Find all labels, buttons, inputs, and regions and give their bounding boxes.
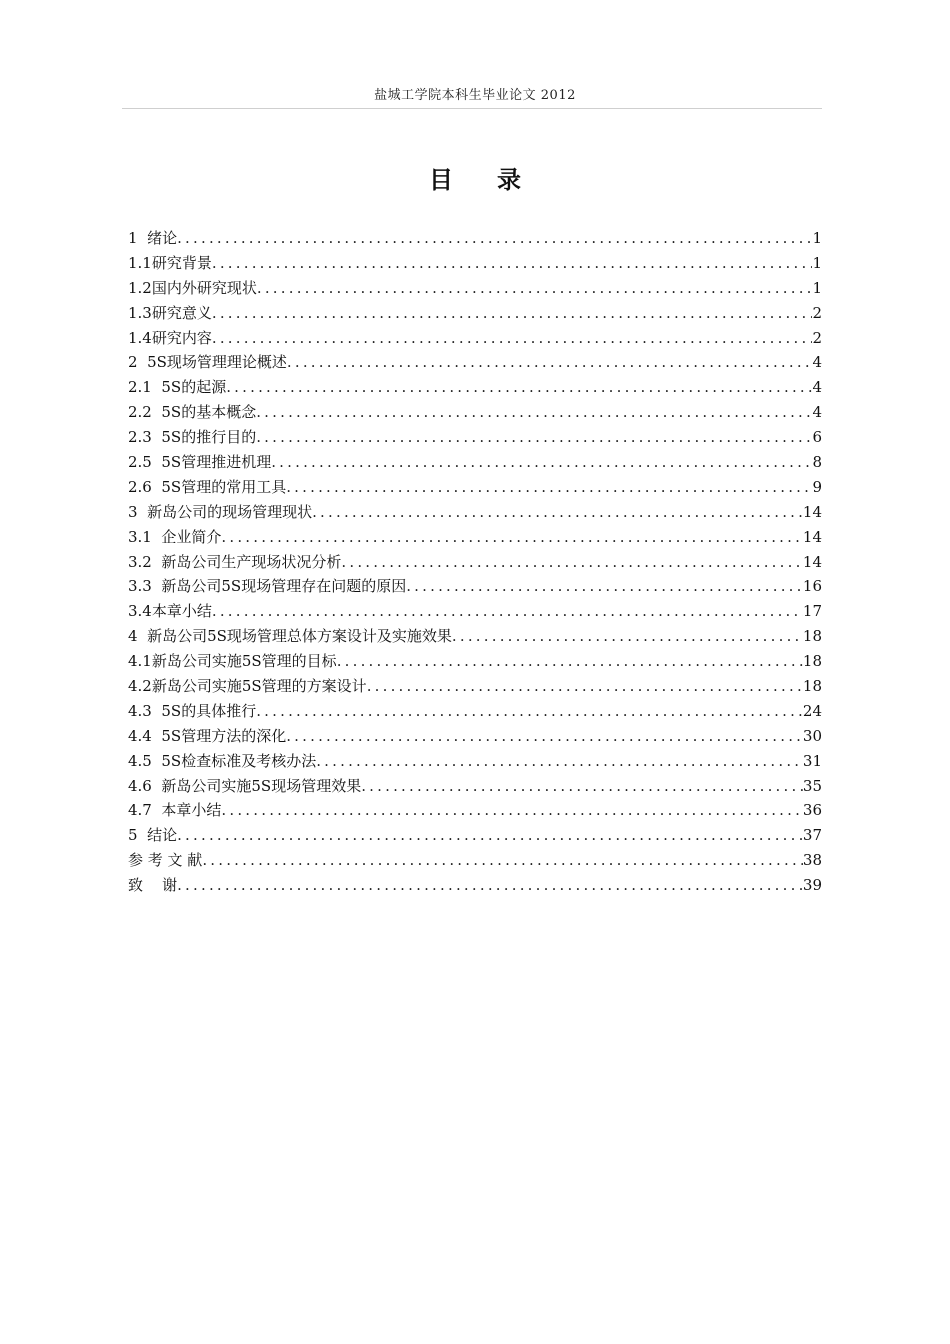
toc-leader-dots [212,326,813,351]
toc-leader-dots [286,475,812,500]
toc-entry[interactable] [128,350,822,375]
toc-entry-page-number: 1 [812,278,822,297]
page-title: 目录 [429,166,565,194]
toc-leader-dots [221,525,803,550]
toc-leader-dots [316,749,803,774]
toc-entry-label: 5 结论 [128,826,178,845]
toc-entry-label: 4.3 5S的具体推行 [128,701,257,720]
toc-entry-page-number: 18 [802,652,822,671]
toc-entry[interactable] [128,251,822,276]
toc-leader-dots [256,699,803,724]
toc-entry-label: 参 考 文 献 [128,851,203,870]
toc-leader-dots [312,500,803,525]
toc-entry-page-number: 38 [802,851,822,870]
toc-entry-label: 3.1 企业简介 [128,527,222,546]
toc-entry-page-number: 8 [812,453,822,472]
toc-entry-label: 4.2新岛公司实施5S管理的方案设计 [128,677,367,696]
toc-entry[interactable] [128,574,822,599]
toc-entry[interactable] [128,425,822,450]
toc-leader-dots [221,798,803,823]
toc-entry-label: 3.2 新岛公司生产现场状况分析 [128,552,342,571]
toc-leader-dots [452,624,803,649]
toc-leader-dots [256,425,812,450]
toc-leader-dots [361,774,803,799]
toc-entry[interactable] [128,450,822,475]
toc-entry[interactable] [128,599,822,624]
toc-entry-page-number: 24 [802,701,822,720]
toc-entry[interactable] [128,724,822,749]
toc-leader-dots [367,674,803,699]
table-of-contents [128,226,822,898]
toc-entry-page-number: 17 [802,602,822,621]
toc-entry-label: 1.2国内外研究现状 [128,278,257,297]
toc-entry[interactable] [128,624,822,649]
toc-entry[interactable] [128,301,822,326]
toc-leader-dots [226,375,812,400]
running-header: 盐城工学院本科生毕业论文 2012 [374,88,576,103]
toc-entry[interactable] [128,699,822,724]
toc-entry-page-number: 18 [802,677,822,696]
toc-entry-page-number: 6 [812,428,822,447]
toc-entry[interactable] [128,525,822,550]
toc-entry-label: 4.1新岛公司实施5S管理的目标 [128,652,337,671]
toc-entry-label: 3.4本章小结 [128,602,212,621]
toc-entry-page-number: 9 [812,477,822,496]
toc-entry-label: 2 5S现场管理理论概述 [128,353,287,372]
toc-leader-dots [271,450,812,475]
toc-entry-label: 3.3 新岛公司5S现场管理存在问题的原因 [128,577,407,596]
header-divider [122,108,822,109]
toc-entry[interactable] [128,226,822,251]
toc-leader-dots [257,276,813,301]
toc-entry-label: 致 谢 [128,876,178,895]
toc-entry[interactable] [128,649,822,674]
toc-entry[interactable] [128,475,822,500]
toc-entry-page-number: 18 [802,627,822,646]
toc-entry-page-number: 4 [812,353,822,372]
toc-entry[interactable] [128,873,822,898]
toc-leader-dots [177,823,803,848]
toc-entry-page-number: 14 [802,502,822,521]
toc-leader-dots [341,550,803,575]
toc-entry-label: 1.4研究内容 [128,328,212,347]
toc-leader-dots [287,350,813,375]
toc-entry-label: 4.6 新岛公司实施5S现场管理效果 [128,776,362,795]
toc-entry-label: 1.3研究意义 [128,303,212,322]
toc-entry-label: 4 新岛公司5S现场管理总体方案设计及实施效果 [128,627,452,646]
toc-entry-label: 3 新岛公司的现场管理现状 [128,502,313,521]
toc-entry[interactable] [128,774,822,799]
toc-entry[interactable] [128,798,822,823]
toc-entry[interactable] [128,276,822,301]
toc-entry-page-number: 1 [812,229,822,247]
toc-entry[interactable] [128,500,822,525]
toc-entry[interactable] [128,823,822,848]
toc-entry-page-number: 30 [802,726,822,745]
toc-entry-label: 2.2 5S的基本概念 [128,403,257,422]
toc-entry-label: 4.5 5S检查标准及考核办法 [128,751,317,770]
toc-leader-dots [177,226,812,251]
toc-entry[interactable] [128,375,822,400]
toc-leader-dots [212,301,813,326]
toc-entry-label: 2.6 5S管理的常用工具 [128,477,287,496]
toc-entry-page-number: 4 [812,403,822,422]
toc-entry-page-number: 2 [812,303,822,322]
toc-entry[interactable] [128,749,822,774]
toc-entry[interactable] [128,674,822,699]
toc-entry-page-number: 1 [812,253,822,272]
toc-entry-page-number: 14 [802,527,822,546]
toc-entry-page-number: 36 [802,801,822,820]
toc-entry-page-number: 35 [802,776,822,795]
toc-entry-page-number: 16 [802,577,822,596]
toc-entry[interactable] [128,326,822,351]
toc-entry[interactable] [128,400,822,425]
toc-leader-dots [202,848,803,873]
toc-leader-dots [406,574,803,599]
toc-leader-dots [212,599,803,624]
toc-entry-page-number: 31 [802,751,822,770]
toc-leader-dots [337,649,803,674]
toc-entry-label: 2.1 5S的起源 [128,378,227,397]
toc-entry-label: 1 绪论 [128,229,178,247]
toc-entry-label: 2.3 5S的推行目的 [128,428,257,447]
toc-entry[interactable] [128,550,822,575]
toc-entry[interactable] [128,848,822,873]
toc-entry-page-number: 14 [802,552,822,571]
toc-entry-label: 1.1研究背景 [128,253,212,272]
toc-leader-dots [177,873,803,898]
toc-entry-page-number: 4 [812,378,822,397]
toc-leader-dots [256,400,812,425]
toc-entry-page-number: 2 [812,328,822,347]
toc-leader-dots [286,724,803,749]
toc-entry-label: 2.5 5S管理推进机理 [128,453,272,472]
toc-leader-dots [212,251,813,276]
toc-entry-label: 4.7 本章小结 [128,801,222,820]
toc-entry-page-number: 39 [802,876,822,895]
toc-entry-label: 4.4 5S管理方法的深化 [128,726,287,745]
toc-entry-page-number: 37 [802,826,822,845]
